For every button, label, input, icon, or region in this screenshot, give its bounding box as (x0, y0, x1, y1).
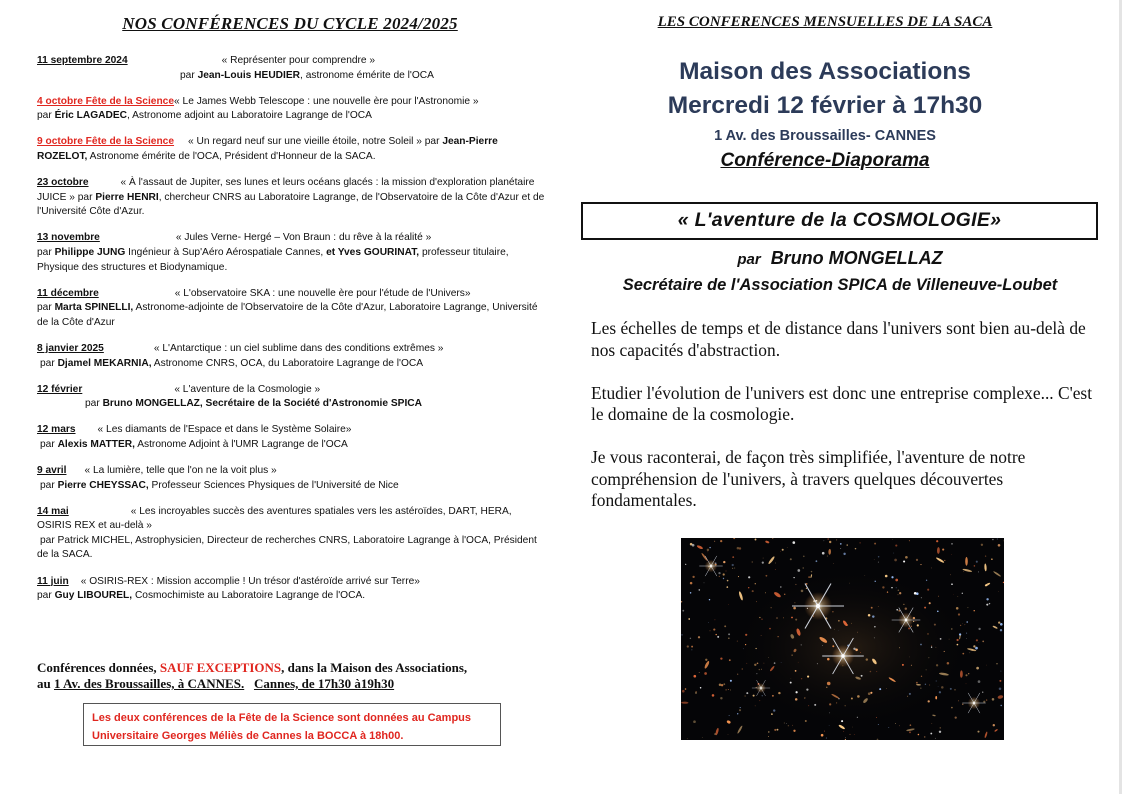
conference-date: 14 mai (37, 505, 69, 517)
speaker-prefix: par (37, 590, 55, 602)
conference-date: 12 février (37, 383, 83, 395)
description-paragraph: Etudier l'évolution de l'univers est donc une entreprise complexe... C'est le domaine de la cosmologie. (591, 382, 1093, 424)
conference-date: 13 novembre (37, 232, 100, 244)
left-column (0, 0, 560, 794)
conference-talk: « OSIRIS-REX : Mission accomplie ! Un trésor d'astéroïde arrivé sur Terre» (80, 575, 420, 587)
notice-text: , dans la Maison des Associations, (281, 660, 468, 675)
speaker-prefix: par (180, 69, 198, 81)
speaker-affiliation: , chercheur CNRS au Laboratoire Lagrange, de l'Observatoire de la Côte d'Azur et de l'Université Côte d'Azur. (37, 191, 545, 218)
conference-date: 8 janvier 2025 (37, 342, 104, 354)
cycle-title: NOS CONFÉRENCES DU CYCLE 2024/2025 (122, 14, 458, 33)
by-label: par (737, 251, 761, 268)
conference-entry (37, 464, 547, 493)
conference-date: 11 décembre (37, 287, 99, 299)
conference-speaker: Alexis MATTER, (57, 438, 135, 450)
speaker-prefix: par (40, 438, 58, 450)
conference-speaker: Djamel MEKARNIA, (57, 357, 152, 369)
speaker-affiliation: Astronome Adjoint à l'UMR Lagrange de l'OCA (134, 438, 348, 450)
conference-date: 9 avril (37, 464, 67, 476)
speaker-name: Bruno MONGELLAZ (770, 248, 943, 268)
conference-talk: « L'Antarctique : un ciel sublime dans des conditions extrêmes » (153, 342, 444, 354)
conference-speaker: Jean-Pierre ROZELOT, (37, 136, 498, 162)
conference-talk: « Les diamants de l'Espace et dans le Système Solaire» (97, 424, 352, 436)
speaker-affiliation: Ingénieur à Sup'Aéro Aérospatiale Cannes, (125, 246, 327, 258)
conference-date: 23 octobre (37, 177, 89, 189)
description (591, 318, 1101, 533)
conference-date: 9 octobre Fête de la Science (37, 136, 175, 148)
location-notice (37, 660, 547, 692)
speaker-affiliation: Astrophysicien, Directeur de recherches CNRS, Laboratoire Lagrange à l'OCA, Président de la SACA. (37, 534, 537, 561)
conference-entry (37, 383, 547, 412)
right-column (575, 0, 1115, 794)
conference-date: 12 mars (37, 424, 76, 436)
conference-talk: « L'observatoire SKA : une nouvelle ère pour l'étude de l'Univers» (174, 287, 471, 299)
conference-talk: « Un regard neuf sur une vieille étoile, notre Soleil » par (188, 136, 443, 148)
fete-science-note (83, 703, 501, 746)
event-datetime: Mercredi 12 février à 17h30 (667, 92, 983, 119)
conference-talk: « La lumière, telle que l'on ne la voit plus » (84, 464, 277, 476)
speaker-prefix: par (40, 479, 58, 491)
conference-talk: « Jules Verne- Hergé – Von Braun : du rêve à la réalité » (175, 232, 432, 244)
conference-speaker: Bruno MONGELLAZ, Secrétaire de la Société d'Astronomie SPICA (102, 398, 422, 410)
speaker-affiliation: , astronome émérite de l'OCA (300, 69, 434, 81)
speaker-prefix: par (37, 246, 55, 258)
event-format: Conférence-Diaporama (720, 150, 930, 171)
speaker-prefix: par (85, 398, 103, 410)
conference-date: 4 octobre Fête de la Science (37, 95, 175, 107)
description-paragraph: Je vous raconterai, de façon très simplifiée, l'aventure de notre compréhension de l'univers, à travers quelques découvertes fondamentales. (591, 447, 1026, 510)
speaker-affiliation: Astronome émérite de l'OCA, Président d'Honneur de la SACA. (87, 150, 376, 162)
speaker-affiliation: professeur titulaire, Physique des structures et Biodynamique. (37, 246, 509, 273)
venue-block (635, 56, 1015, 173)
conference-entry (37, 505, 547, 563)
conference-entry (37, 135, 547, 164)
speaker-affiliation: Astronome-adjointe de l'Observatoire de la Côte d'Azur, Laboratoire Lagrange, Université de la Côte d'Azur (37, 302, 538, 328)
venue-name: Maison des Associations (679, 58, 971, 85)
speaker-prefix: par (37, 302, 55, 314)
notice-text: au (37, 676, 54, 691)
conference-list (37, 54, 547, 615)
conference-date: 11 juin (37, 575, 69, 587)
notice-hours: Cannes, de 17h30 à19h30 (253, 676, 395, 691)
speaker-affiliation: Astronome CNRS, OCA, du Laboratoire Lagrange de l'OCA (151, 357, 424, 369)
speaker-prefix: par Patrick MICHEL, (40, 534, 136, 546)
notice-address: 1 Av. des Broussailles, à CANNES. (53, 676, 245, 691)
note-line: Universitaire Georges Méliès de Cannes la BOCCA à 18h00. (92, 730, 404, 742)
conference-entry (37, 176, 547, 220)
monthly-title: LES CONFERENCES MENSUELLES DE LA SACA (657, 14, 993, 30)
galaxy-field-illustration (681, 538, 1004, 740)
conference-entry (37, 54, 547, 83)
speaker-prefix: par (40, 357, 58, 369)
conference-speaker: Philippe JUNG (54, 246, 126, 258)
conference-talk: « Représenter pour comprendre » (221, 55, 376, 66)
speaker-affiliation: Cosmochimiste au Laboratoire Lagrange de l'OCA. (132, 590, 366, 602)
conference-speaker: et Yves GOURINAT, (326, 246, 420, 258)
conference-entry (37, 342, 547, 371)
conference-talk: « Les incroyables succès des aventures spatiales vers les astéroïdes, DART, HERA, OSIRIS REX et au-delà » (37, 505, 512, 532)
conference-speaker: Pierre CHEYSSAC, (57, 479, 149, 491)
conference-talk: « Le James Webb Telescope : une nouvelle ère pour l'Astronomie » (174, 95, 479, 107)
conference-entry (37, 95, 547, 124)
conference-speaker: Pierre HENRI (95, 191, 159, 203)
notice-exceptions: SAUF EXCEPTIONS (159, 660, 282, 675)
note-line: Les deux conférences de la Fête de la Science sont données au Campus (92, 712, 472, 724)
speaker-affiliation: , Astronome adjoint au Laboratoire Lagrange de l'OCA (127, 110, 372, 122)
speaker-affiliation: Professeur Sciences Physiques de l'Université de Nice (148, 479, 399, 491)
conference-entry (37, 231, 547, 275)
conference-entry (37, 287, 547, 331)
conference-talk: « L'aventure de la Cosmologie » (174, 383, 321, 395)
conference-speaker: Guy LIBOUREL, (54, 590, 133, 602)
conference-entry (37, 575, 547, 604)
conference-speaker: Jean-Louis HEUDIER (197, 69, 301, 81)
deep-field-image (681, 538, 1004, 740)
speaker-role: Secrétaire de l'Association SPICA de Villeneuve-Loubet (622, 276, 1058, 294)
conference-speaker: Marta SPINELLI, (54, 302, 134, 314)
speaker-prefix: par (37, 110, 55, 122)
conference-speaker: Éric LAGADEC (54, 110, 128, 122)
description-paragraph: Les échelles de temps et de distance dans l'univers sont bien au-delà de nos capacités d'abstraction. (591, 318, 1086, 360)
notice-text: Conférences données, (37, 660, 160, 675)
conference-entry (37, 423, 547, 452)
conference-talk: « À l'assaut de Jupiter, ses lunes et leurs océans glacés : la mission d'exploration planétaire JUICE » par (37, 177, 535, 203)
conference-date: 11 septembre 2024 (37, 55, 128, 66)
talk-title: « L'aventure de la COSMOLOGIE» (581, 202, 1098, 240)
venue-address: 1 Av. des Broussailles- CANNES (714, 128, 936, 144)
speaker-block (575, 246, 1105, 299)
